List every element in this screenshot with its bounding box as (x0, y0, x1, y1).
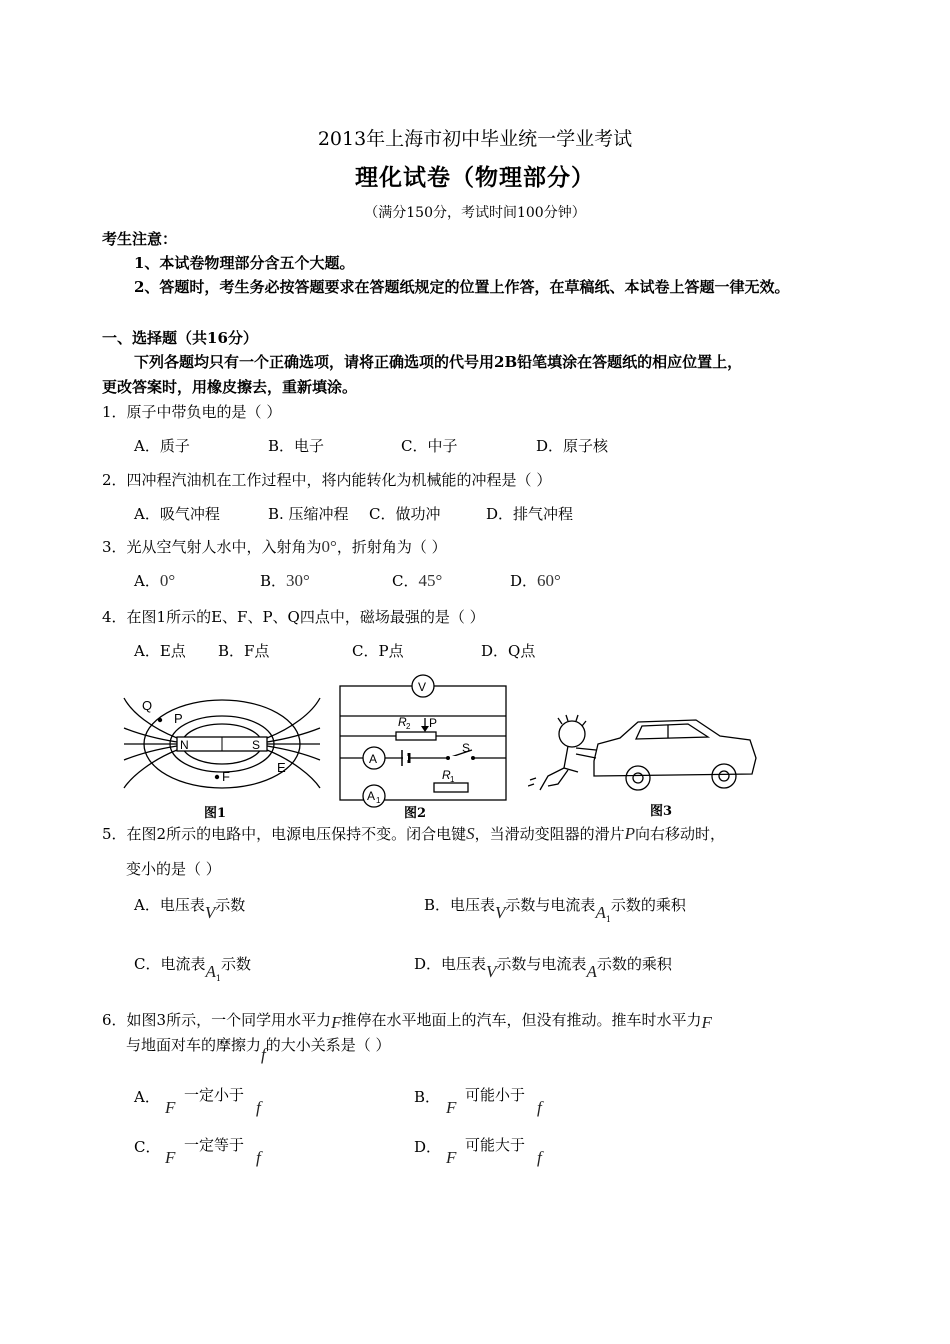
q2-option-c: C．做功冲 (369, 505, 441, 523)
q3-option-b (260, 570, 310, 591)
q3-option-a-value: 0° (159, 571, 176, 590)
fig1-label-f: F (222, 769, 230, 784)
q1-option-a: A．质子 (134, 437, 190, 455)
notice-item-2: 2、答题时，考生务必按答题要求在答题纸规定的位置上作答，在草稿纸、本试卷上答题一律无效。 (134, 278, 790, 296)
q6-option-b-letter: B． (414, 1088, 441, 1106)
section-heading: 一、选择题（共16分） (102, 329, 258, 347)
figure-2-caption: 图2 (404, 806, 427, 821)
fig2-label-v: V (418, 680, 427, 694)
fig2-label-a1: A (367, 789, 376, 803)
fig2-label-p: P (429, 716, 438, 730)
q6-stem-line2-text-b: 的大小关系是（ ） (265, 1036, 391, 1054)
fig1-label-e: E (277, 760, 286, 775)
q5-option-a (134, 894, 246, 922)
q5-option-d-text: D．电压表 (414, 955, 487, 973)
fig1-label-n: N (180, 738, 189, 752)
fig2-label-r2-sub: 2 (406, 722, 411, 731)
q5-symbol-s: S (466, 824, 475, 843)
q6-option-c-letter: C． (134, 1138, 161, 1156)
q5-option-c (134, 953, 251, 983)
q6-option-a-F: F (165, 1098, 176, 1117)
q5-stem (102, 823, 725, 844)
fig2-label-s: S (462, 741, 471, 755)
exam-title: 2013年上海市初中毕业统一学业考试 (317, 128, 633, 150)
q5-option-c-symbol: A (205, 962, 216, 981)
notice-heading: 考生注意： (102, 230, 178, 248)
section-instruction-1: 下列各题均只有一个正确选项，请将正确选项的代号用2B铅笔填涂在答题纸的相应位置上， (134, 353, 743, 371)
q5-option-b-text-2: 示数与电流表 (505, 896, 596, 914)
q6-option-d-f: f (537, 1148, 542, 1167)
q6-option-b-f: f (537, 1098, 542, 1117)
q6-symbol-F-2: F (701, 1013, 712, 1032)
q6-stem-line2 (126, 1034, 391, 1064)
q6-option-d-text: 可能大于 (465, 1136, 526, 1154)
q6-option-d-letter: D． (414, 1138, 442, 1156)
q3-option-b-value: 30° (286, 571, 310, 590)
fig2-label-a1-sub: 1 (376, 796, 381, 805)
q5-stem-text-b: ，当滑动变阻器的滑片 (474, 825, 625, 843)
q5-option-a-text-2: 示数 (215, 896, 246, 914)
q6-option-c-text: 一定等于 (184, 1136, 245, 1154)
fig1-label-s: S (252, 738, 261, 752)
q6-option-a-text: 一定小于 (184, 1086, 245, 1104)
fig2-label-a: A (369, 752, 378, 766)
fig2-label-r1-sub: 1 (450, 775, 455, 784)
figure-3-caption: 图3 (650, 804, 673, 819)
q3-option-c (392, 570, 442, 591)
q5-option-b-symbol-v: V (495, 903, 506, 922)
q5-option-c-text: C．电流表 (134, 955, 206, 973)
q3-option-c-value: 45° (418, 571, 443, 590)
exam-note: （满分150分，考试时间100分钟） (364, 205, 586, 221)
fig1-label-q: Q (142, 698, 153, 713)
q3-option-c-letter: C． (392, 572, 419, 590)
q5-option-a-text: A．电压表 (134, 896, 205, 914)
fig2-label-r1: R (442, 768, 451, 782)
q5-option-d-text-3: 示数的乘积 (596, 955, 672, 973)
figure-3-push-car (528, 706, 760, 798)
q4-option-a: A．E点 (134, 642, 186, 660)
figure-1-magnet-field (122, 688, 322, 798)
q1-option-d: D．原子核 (536, 437, 609, 455)
notice-item-1: 1、本试卷物理部分含五个大题。 (134, 254, 355, 272)
q5-option-b-sub: 1 (605, 915, 611, 924)
q6-stem-line2-text-a: 与地面对车的摩擦力 (126, 1036, 262, 1054)
q5-option-c-text-2: 示数 (220, 955, 251, 973)
q1-option-c: C．中子 (401, 437, 458, 455)
fig2-label-r2: R (398, 715, 407, 729)
q3-option-b-letter: B． (260, 572, 287, 590)
q5-option-d (414, 953, 672, 981)
q5-symbol-p: P (624, 824, 635, 843)
q6-stem (102, 1009, 712, 1030)
q6-option-a-letter: A． (134, 1088, 160, 1106)
exam-subtitle: 理化试卷（物理部分） (355, 164, 595, 191)
q6-option-b-F: F (446, 1098, 457, 1117)
q2-option-b: B. 压缩冲程 (268, 505, 349, 523)
q5-option-b (424, 894, 686, 924)
q2-option-d: D．排气冲程 (486, 505, 574, 523)
q5-stem-text-a: 5．在图2所示的电路中，电源电压保持不变。闭合电键 (102, 825, 467, 843)
q6-option-b-text: 可能小于 (465, 1086, 526, 1104)
q3-option-d-value: 60° (537, 571, 561, 590)
q5-option-d-symbol-v: V (486, 962, 497, 981)
q6-option-c-F: F (165, 1148, 176, 1167)
q6-option-a-f: f (256, 1098, 261, 1117)
q4-option-b: B．F点 (218, 642, 270, 660)
q3-option-d (510, 570, 561, 591)
q6-option-c-f: f (256, 1148, 261, 1167)
fig1-label-p: P (174, 711, 183, 726)
q5-option-b-text-3: 示数的乘积 (610, 896, 686, 914)
q3-option-d-letter: D． (510, 572, 538, 590)
section-instruction-2: 更改答案时，用橡皮擦去，重新填涂。 (102, 378, 358, 396)
q2-stem: 2．四冲程汽油机在工作过程中，将内能转化为机械能的冲程是（ ） (102, 471, 552, 489)
q4-option-d: D．Q点 (481, 642, 536, 660)
q5-option-c-sub: 1 (215, 974, 221, 983)
q3-stem-angle: 0° (321, 537, 337, 556)
q3-stem (102, 536, 447, 557)
figure-1-caption: 图1 (204, 806, 227, 821)
q5-option-b-symbol-a: A (595, 903, 606, 922)
q5-stem-line2: 变小的是（ ） (126, 860, 221, 878)
q1-stem: 1．原子中带负电的是（ ） (102, 403, 282, 421)
q2-option-a: A．吸气冲程 (134, 505, 220, 523)
q6-stem-text-a: 6．如图3所示，一个同学用水平力 (102, 1011, 332, 1029)
q6-symbol-F: F (331, 1013, 342, 1032)
q6-symbol-f: f (261, 1045, 266, 1064)
q5-option-b-text: B．电压表 (424, 896, 496, 914)
q5-option-a-symbol: V (204, 903, 216, 922)
figure-2-circuit (330, 674, 510, 812)
q5-option-d-symbol-a: A (586, 962, 597, 981)
q1-option-b: B．电子 (268, 437, 325, 455)
q3-option-a-letter: A． (134, 572, 160, 590)
q4-option-c: C．P点 (352, 642, 404, 660)
q4-stem: 4．在图1所示的E、F、P、Q四点中，磁场最强的是（ ） (102, 608, 485, 626)
q5-option-d-text-2: 示数与电流表 (496, 955, 587, 973)
q5-stem-text-c: 向右移动时， (635, 825, 726, 843)
q3-stem-text-a: 3．光从空气射人水中，入射角为 (102, 538, 322, 556)
q3-stem-text-b: ，折射角为（ ） (336, 538, 447, 556)
q3-option-a (134, 570, 175, 591)
q6-option-d-F: F (446, 1148, 457, 1167)
q6-stem-text-b: 推停在水平地面上的汽车，但没有推动。推车时水平力 (341, 1011, 702, 1029)
